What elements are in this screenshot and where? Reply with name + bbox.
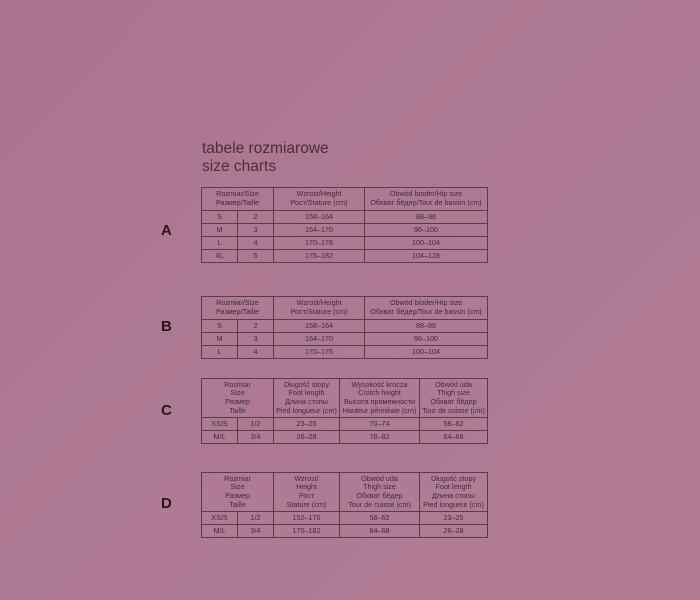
size-number: 3/4 — [238, 525, 274, 538]
height-range: 170–176 — [274, 346, 365, 359]
table-row — [202, 418, 488, 431]
header-thigh-size: Obwód uda Thigh size Обхват бёдер Tour de cuisse (cm) — [420, 379, 488, 418]
size-letter: M/L — [202, 431, 238, 444]
height-range: 170–182 — [274, 525, 340, 538]
size-number: 3/4 — [238, 431, 274, 444]
header-size: Rozmiar Size Размер Taille — [202, 379, 274, 418]
size-letter: L — [202, 346, 238, 359]
size-letter: XS/S — [202, 418, 238, 431]
title-english: size charts — [202, 158, 277, 175]
size-number: 4 — [238, 346, 274, 359]
thigh-size: 64–68 — [340, 525, 420, 538]
foot-length: 26–28 — [420, 525, 488, 538]
table-row — [202, 333, 488, 346]
hip-range: 104–128 — [365, 250, 488, 263]
size-letter: S — [202, 320, 238, 333]
thigh-size: 64–68 — [420, 431, 488, 444]
height-range: 170–176 — [274, 237, 365, 250]
section-letter-c: C — [161, 402, 172, 419]
size-letter: M — [202, 333, 238, 346]
table-row — [202, 512, 488, 525]
foot-length: 23–25 — [420, 512, 488, 525]
height-range: 164–170 — [274, 224, 365, 237]
height-range: 158–164 — [274, 320, 365, 333]
size-number: 4 — [238, 237, 274, 250]
header-hip: Obwód bioder/Hip size Обхват бёдер/Tour de bassin (cm) — [365, 297, 488, 320]
size-table-b — [201, 296, 488, 359]
crotch-height: 78–82 — [340, 431, 420, 444]
header-size: Rozmiar/Size Размер/Taille — [202, 188, 274, 211]
height-range: 152–170 — [274, 512, 340, 525]
hip-range: 100–104 — [365, 237, 488, 250]
header-foot-length: Długość stopy Foot length Длина стопы Pied longueur (cm) — [274, 379, 340, 418]
header-height: Wzrost/Height Рост/Stature (cm) — [274, 188, 365, 211]
table-row — [202, 224, 488, 237]
section-letter-d: D — [161, 495, 172, 512]
height-range: 158–164 — [274, 211, 365, 224]
table-row — [202, 211, 488, 224]
size-number: 2 — [238, 211, 274, 224]
header-foot-length: Długość stopy Foot length Длина стопы Pied longueur (cm) — [420, 473, 488, 512]
size-letter: M — [202, 224, 238, 237]
header-size: Rozmiar Size Размер Taille — [202, 473, 274, 512]
size-table-d — [201, 472, 488, 538]
height-range: 164–170 — [274, 333, 365, 346]
size-letter: M/L — [202, 525, 238, 538]
size-letter: S — [202, 211, 238, 224]
hip-range: 96–100 — [365, 333, 488, 346]
size-number: 1/2 — [238, 512, 274, 525]
header-crotch-height: Wysokość krocza Crotch height Высота промежности Hauteur périnéale (cm) — [340, 379, 420, 418]
section-letter-b: B — [161, 318, 172, 335]
size-table-a — [201, 187, 488, 263]
table-row — [202, 431, 488, 444]
thigh-size: 58–62 — [420, 418, 488, 431]
title-polish: tabele rozmiarowe — [202, 140, 329, 157]
hip-range: 96–100 — [365, 224, 488, 237]
size-number: 5 — [238, 250, 274, 263]
foot-length: 23–25 — [274, 418, 340, 431]
size-letter: XS/S — [202, 512, 238, 525]
hip-range: 100–104 — [365, 346, 488, 359]
size-table-c — [201, 378, 488, 444]
size-letter: XL — [202, 250, 238, 263]
crotch-height: 70–74 — [340, 418, 420, 431]
header-height: Wzrost/Height Рост/Stature (cm) — [274, 297, 365, 320]
size-number: 2 — [238, 320, 274, 333]
table-row — [202, 320, 488, 333]
table-row — [202, 525, 488, 538]
hip-range: 88–96 — [365, 211, 488, 224]
header-height: Wzrost/ Height Рост Stature (cm) — [274, 473, 340, 512]
header-hip: Obwód bioder/Hip size Обхват бёдер/Tour de bassin (cm) — [365, 188, 488, 211]
hip-range: 88–96 — [365, 320, 488, 333]
table-row — [202, 250, 488, 263]
size-number: 3 — [238, 333, 274, 346]
foot-length: 26–28 — [274, 431, 340, 444]
header-size: Rozmiar/Size Размер/Taille — [202, 297, 274, 320]
height-range: 176–182 — [274, 250, 365, 263]
table-row — [202, 346, 488, 359]
size-number: 1/2 — [238, 418, 274, 431]
size-number: 3 — [238, 224, 274, 237]
size-letter: L — [202, 237, 238, 250]
table-row — [202, 237, 488, 250]
section-letter-a: A — [161, 222, 172, 239]
header-thigh-size: Obwód uda Thigh size Обхват бёдер Tour de cuisse (cm) — [340, 473, 420, 512]
page-title — [202, 140, 329, 176]
thigh-size: 58–62 — [340, 512, 420, 525]
